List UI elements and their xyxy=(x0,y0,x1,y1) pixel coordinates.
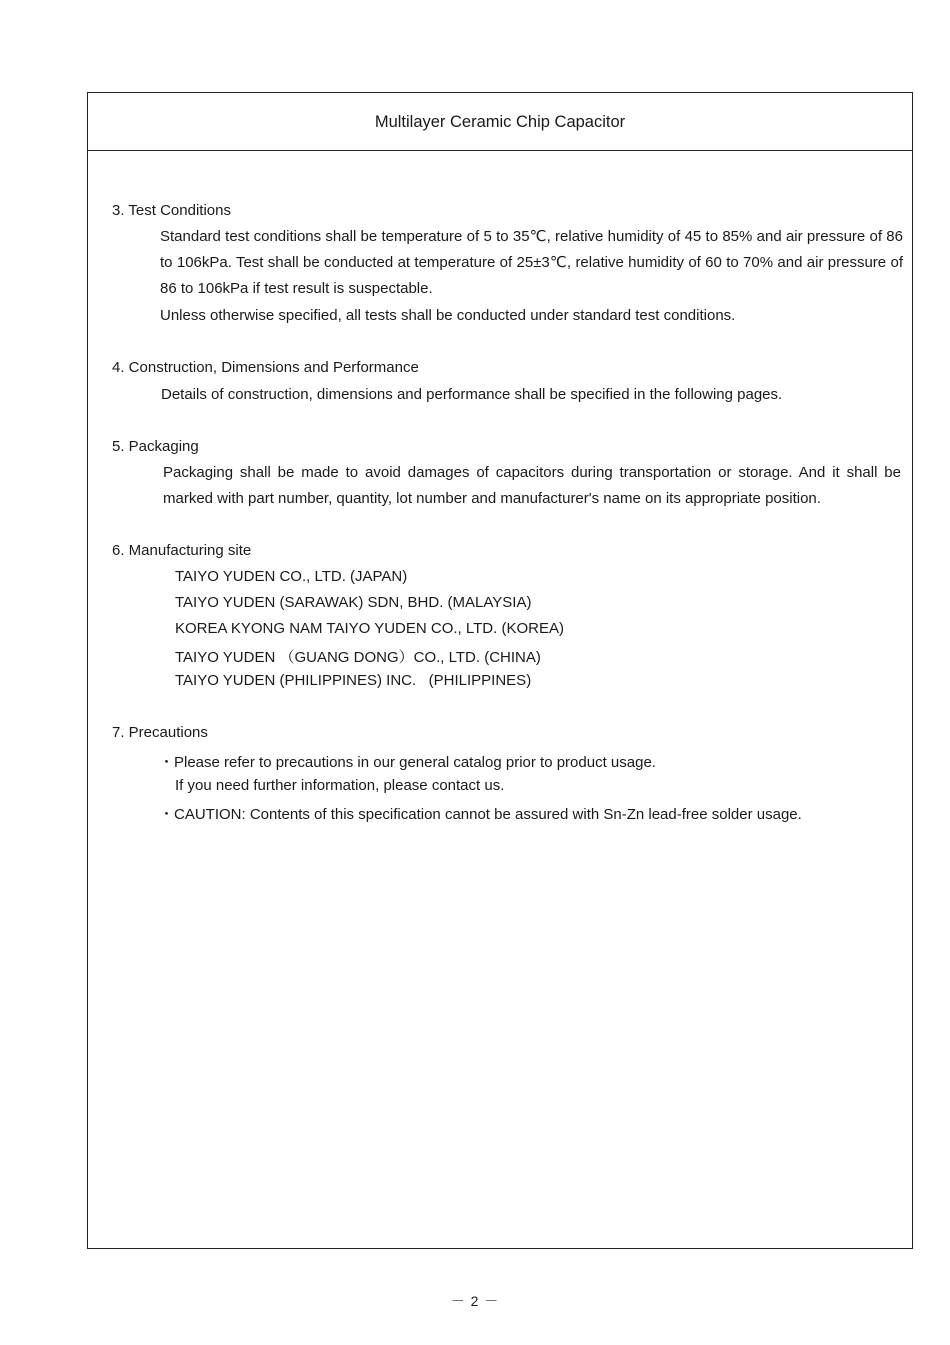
construction-paragraph: Details of construction, dimensions and performance shall be specified in the following pages. xyxy=(161,386,783,403)
site-item: TAIYO YUDEN CO., LTD. (JAPAN) xyxy=(175,568,408,585)
packaging-paragraph: Packaging shall be made to avoid damages of capacitors during transportation or storage. And it shall be marked with part number, quantity, lot number and manufacturer's name on its appropriate position. xyxy=(163,464,901,507)
section-heading-manufacturing-site: 6. Manufacturing site xyxy=(112,542,252,559)
section-heading-test-conditions: 3. Test Conditions xyxy=(112,202,231,219)
header-band xyxy=(88,93,912,151)
test-conditions-note: Unless otherwise specified, all tests shall be conducted under standard test conditions. xyxy=(160,307,736,324)
test-conditions-paragraph: Standard test conditions shall be temperature of 5 to 35℃, relative humidity of 45 to 85% and air pressure of 86 to 106kPa. Test shall be conducted at temperature of 25±3℃, relative humidity of 60 to 70% and air pressure of 86 to 106kPa if test result is suspectable. xyxy=(160,228,903,297)
section-heading-packaging: 5. Packaging xyxy=(112,438,199,455)
page-number: － 2 － xyxy=(450,1293,500,1309)
precaution-item: ・Please refer to precautions in our general catalog prior to product usage. xyxy=(159,754,656,771)
section-heading-precautions: 7. Precautions xyxy=(112,724,208,741)
precaution-item: ・CAUTION: Contents of this specification cannot be assured with Sn-Zn lead-free solder usage. xyxy=(159,806,802,823)
site-item: TAIYO YUDEN (PHILIPPINES) INC. (PHILIPPINES) xyxy=(175,672,532,689)
document-title: Multilayer Ceramic Chip Capacitor xyxy=(374,113,626,131)
site-item: TAIYO YUDEN （GUANG DONG）CO., LTD. (CHINA) xyxy=(175,649,541,666)
site-item: TAIYO YUDEN (SARAWAK) SDN, BHD. (MALAYSIA) xyxy=(175,594,532,611)
precaution-item: If you need further information, please contact us. xyxy=(175,777,505,794)
section-heading-construction: 4. Construction, Dimensions and Performance xyxy=(112,359,419,376)
site-item: KOREA KYONG NAM TAIYO YUDEN CO., LTD. (KOREA) xyxy=(175,620,564,637)
